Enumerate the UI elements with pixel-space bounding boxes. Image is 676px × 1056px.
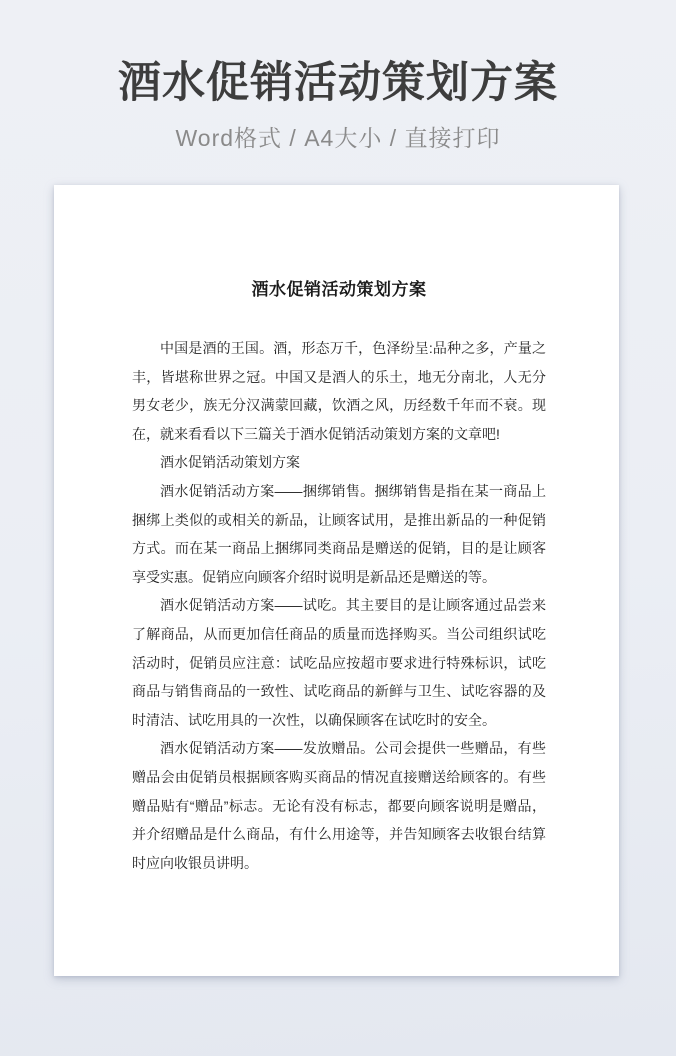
paragraph-tasting: 酒水促销活动方案——试吃。其主要目的是让顾客通过品尝来了解商品，从而更加信任商品的质量而选择购买。当公司组织试吃活动时，促销员应注意：试吃品应按超市要求进行特殊标识，试吃商品与销售商品的一致性、试吃商品的新鲜与卫生、试吃容器的及时清洁、试吃用具的一次性，以确保顾客在试吃时的安全。 <box>132 597 546 728</box>
paragraph-giveaways: 酒水促销活动方案——发放赠品。公司会提供一些赠品，有些赠品会由促销员根据顾客购买商品的情况直接赠送给顾客的。有些赠品贴有“赠品”标志。无论有没有标志，都要向顾客说明是赠品，并介绍赠品是什么商品，有什么用途等，并告知顾客去收银台结算时应向收银员讲明。 <box>132 740 546 871</box>
paragraph-intro: 中国是酒的王国。酒，形态万千，色泽纷呈:品种之多，产量之丰，皆堪称世界之冠。中国又是酒人的乐土，地无分南北，人无分男女老少，族无分汉满蒙回藏，饮酒之风，历经数千年而不衰。现在，就来看看以下三篇关于酒水促销活动策划方案的文章吧! <box>132 340 546 442</box>
document-title: 酒水促销活动策划方案 <box>251 280 427 299</box>
paragraph-bundle-sales: 酒水促销活动方案——捆绑销售。捆绑销售是指在某一商品上捆绑上类似的或相关的新品，让顾客试用，是推出新品的一种促销方式。而在某一商品上捆绑同类商品是赠送的促销，目的是让顾客享受实惠。促销应向顾客介绍时说明是新品还是赠送的等。 <box>132 482 546 585</box>
document-page-preview <box>54 185 619 976</box>
paragraph-heading: 酒水促销活动策划方案 <box>160 454 300 471</box>
promo-title: 酒水促销活动策划方案 <box>118 59 558 107</box>
promo-header <box>0 0 676 153</box>
promo-subtitle: Word格式 / A4大小 / 直接打印 <box>175 125 501 152</box>
document-body <box>132 334 546 877</box>
